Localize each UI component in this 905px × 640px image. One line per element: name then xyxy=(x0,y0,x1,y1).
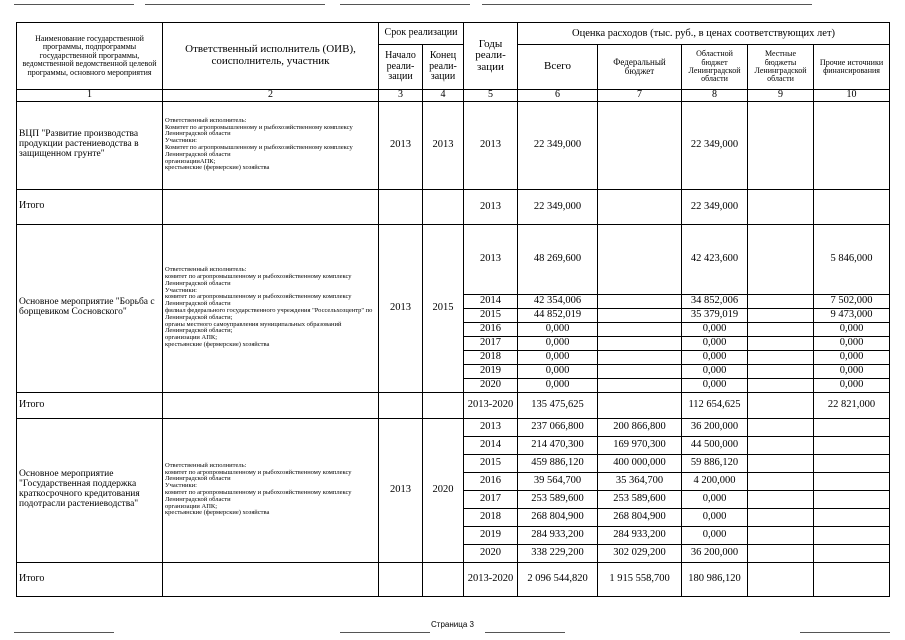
table-row-total xyxy=(17,562,890,596)
federal-value xyxy=(598,364,682,378)
year: 2014 xyxy=(464,436,518,454)
year: 2015 xyxy=(464,308,518,322)
page-number: Страница 3 xyxy=(431,620,474,629)
federal-value xyxy=(598,294,682,308)
total-value: 39 564,700 xyxy=(518,472,598,490)
regional-value: 59 886,120 xyxy=(682,454,748,472)
regional-value: 35 379,019 xyxy=(682,308,748,322)
federal-value: 169 970,300 xyxy=(598,436,682,454)
local-value xyxy=(748,224,814,294)
col-number: 5 xyxy=(464,90,518,102)
federal-value: 284 933,200 xyxy=(598,526,682,544)
regional-value: 44 500,000 xyxy=(682,436,748,454)
other-value xyxy=(814,454,890,472)
header-total: Всего xyxy=(518,45,598,90)
total-value: 459 886,120 xyxy=(518,454,598,472)
header-end: Конец реали-зации xyxy=(423,45,464,90)
col-number: 9 xyxy=(748,90,814,102)
header-local: Местные бюджеты Ленинградской области xyxy=(748,45,814,90)
regional-value: 22 349,000 xyxy=(682,189,748,224)
other-value xyxy=(814,101,890,189)
regional-value: 0,000 xyxy=(682,336,748,350)
other-value: 0,000 xyxy=(814,364,890,378)
year: 2013 xyxy=(464,224,518,294)
federal-value xyxy=(598,308,682,322)
other-value xyxy=(814,544,890,562)
other-value: 22 821,000 xyxy=(814,392,890,418)
federal-value: 268 804,900 xyxy=(598,508,682,526)
end-year: 2013 xyxy=(423,101,464,189)
regional-value: 34 852,006 xyxy=(682,294,748,308)
total-value: 0,000 xyxy=(518,336,598,350)
local-value xyxy=(748,101,814,189)
local-value xyxy=(748,336,814,350)
header-term: Срок реализации xyxy=(379,23,464,45)
federal-value xyxy=(598,101,682,189)
other-value: 5 846,000 xyxy=(814,224,890,294)
local-value xyxy=(748,526,814,544)
regional-value: 0,000 xyxy=(682,508,748,526)
regional-value: 0,000 xyxy=(682,364,748,378)
regional-value: 22 349,000 xyxy=(682,101,748,189)
local-value xyxy=(748,308,814,322)
federal-value: 1 915 558,700 xyxy=(598,562,682,596)
total-value: 0,000 xyxy=(518,364,598,378)
total-value: 44 852,019 xyxy=(518,308,598,322)
federal-value xyxy=(598,378,682,392)
local-value xyxy=(748,472,814,490)
total-value: 22 349,000 xyxy=(518,189,598,224)
executor-text: Ответственный исполнитель: Комитет по агропромышленному и рыбохозяйственному комплексу Ленинградской области Участники: Комитет по агропромышленному и рыбохозяйственному комплексу Ленинградской области организацииАПК; крестьянские (фермерские) хозяйства xyxy=(163,101,379,189)
regional-value: 112 654,625 xyxy=(682,392,748,418)
col-number: 2 xyxy=(163,90,379,102)
total-value: 268 804,900 xyxy=(518,508,598,526)
year: 2016 xyxy=(464,472,518,490)
other-value xyxy=(814,508,890,526)
total-value: 2 096 544,820 xyxy=(518,562,598,596)
program-name: ВЦП "Развитие производства продукции растениеводства в защищенном грунте" xyxy=(17,101,163,189)
header-regional: Областной бюджет Ленинградской области xyxy=(682,45,748,90)
year: 2017 xyxy=(464,336,518,350)
year: 2013 xyxy=(464,101,518,189)
other-value: 0,000 xyxy=(814,350,890,364)
header-program-name: Наименование государственной программы, подпрограммы государственной программы, ведомственной ведомственной целевой программы, основного мероприятия xyxy=(17,23,163,90)
local-value xyxy=(748,454,814,472)
other-value xyxy=(814,436,890,454)
year: 2013-2020 xyxy=(464,562,518,596)
local-value xyxy=(748,364,814,378)
other-value: 0,000 xyxy=(814,322,890,336)
header-other: Прочие источники финансирования xyxy=(814,45,890,90)
total-value: 22 349,000 xyxy=(518,101,598,189)
local-value xyxy=(748,508,814,526)
col-number: 7 xyxy=(598,90,682,102)
local-value xyxy=(748,436,814,454)
year: 2020 xyxy=(464,544,518,562)
col-number: 4 xyxy=(423,90,464,102)
budget-table xyxy=(16,22,890,597)
other-value: 7 502,000 xyxy=(814,294,890,308)
regional-value: 42 423,600 xyxy=(682,224,748,294)
regional-value: 4 200,000 xyxy=(682,472,748,490)
table-row xyxy=(17,224,890,294)
federal-value: 35 364,700 xyxy=(598,472,682,490)
other-value: 9 473,000 xyxy=(814,308,890,322)
federal-value: 400 000,000 xyxy=(598,454,682,472)
year: 2015 xyxy=(464,454,518,472)
col-number: 8 xyxy=(682,90,748,102)
federal-value xyxy=(598,336,682,350)
year: 2017 xyxy=(464,490,518,508)
year: 2019 xyxy=(464,364,518,378)
start-year: 2013 xyxy=(379,418,423,562)
header-federal: Федеральный бюджет xyxy=(598,45,682,90)
regional-value: 0,000 xyxy=(682,490,748,508)
total-value: 42 354,006 xyxy=(518,294,598,308)
total-value: 48 269,600 xyxy=(518,224,598,294)
year: 2020 xyxy=(464,378,518,392)
year: 2013-2020 xyxy=(464,392,518,418)
block-borshchevik xyxy=(17,224,890,392)
total-value: 214 470,300 xyxy=(518,436,598,454)
local-value xyxy=(748,490,814,508)
year: 2013 xyxy=(464,189,518,224)
program-name: Основное мероприятие "Государственная поддержка краткосрочного кредитования подотрасли растениеводства" xyxy=(17,418,163,562)
table-row-total xyxy=(17,189,890,224)
total-label: Итого xyxy=(17,562,163,596)
regional-value: 0,000 xyxy=(682,322,748,336)
total-label: Итого xyxy=(17,189,163,224)
end-year: 2015 xyxy=(423,224,464,392)
total-value: 253 589,600 xyxy=(518,490,598,508)
federal-value: 200 866,800 xyxy=(598,418,682,436)
start-year: 2013 xyxy=(379,101,423,189)
header-executor: Ответственный исполнитель (ОИВ), соисполнитель, участник xyxy=(163,23,379,90)
year: 2014 xyxy=(464,294,518,308)
regional-value: 36 200,000 xyxy=(682,544,748,562)
other-value xyxy=(814,490,890,508)
regional-value: 0,000 xyxy=(682,526,748,544)
total-value: 284 933,200 xyxy=(518,526,598,544)
other-value xyxy=(814,472,890,490)
table-row xyxy=(17,418,890,436)
year: 2019 xyxy=(464,526,518,544)
total-value: 0,000 xyxy=(518,350,598,364)
other-value: 0,000 xyxy=(814,336,890,350)
year: 2018 xyxy=(464,350,518,364)
col-number: 3 xyxy=(379,90,423,102)
table-row xyxy=(17,101,890,189)
col-number: 10 xyxy=(814,90,890,102)
local-value xyxy=(748,418,814,436)
local-value xyxy=(748,350,814,364)
header-years: Годы реали-зации xyxy=(464,23,518,90)
total-value: 237 066,800 xyxy=(518,418,598,436)
col-number: 6 xyxy=(518,90,598,102)
total-value: 135 475,625 xyxy=(518,392,598,418)
year: 2016 xyxy=(464,322,518,336)
federal-value xyxy=(598,322,682,336)
local-value xyxy=(748,322,814,336)
col-number: 1 xyxy=(17,90,163,102)
block-credit-support xyxy=(17,418,890,562)
regional-value: 36 200,000 xyxy=(682,418,748,436)
table-row-total xyxy=(17,392,890,418)
regional-value: 0,000 xyxy=(682,350,748,364)
local-value xyxy=(748,294,814,308)
total-label: Итого xyxy=(17,392,163,418)
header-start: Начало реали-зации xyxy=(379,45,423,90)
federal-value xyxy=(598,350,682,364)
total-value: 338 229,200 xyxy=(518,544,598,562)
other-value xyxy=(814,418,890,436)
regional-value: 0,000 xyxy=(682,378,748,392)
header-estimate: Оценка расходов (тыс. руб., в ценах соответствующих лет) xyxy=(518,23,890,45)
executor-text: Ответственный исполнитель: комитет по агропромышленному и рыбохозяйственному комплексу Ленинградской области Участники: комитет по агропромышленному и рыбохозяйственному комплексу Ленинградской области организации АПК; крестьянские (фермерские) хозяйства xyxy=(163,418,379,562)
program-name: Основное мероприятие "Борьба с борщевиком Сосновского" xyxy=(17,224,163,392)
other-value: 0,000 xyxy=(814,378,890,392)
federal-value: 302 029,200 xyxy=(598,544,682,562)
total-value: 0,000 xyxy=(518,322,598,336)
executor-text: Ответственный исполнитель: комитет по агропромышленному и рыбохозяйственному комплексу Ленинградской области Участники: комитет по агропромышленному и рыбохозяйственному комплексу Ленинградской области филиал федерального государственного учреждения "Россельхозцентр" по Ленинградской области; органы местного самоуправления муниципальных образований Ленинградской области; организации АПК; крестьянские (фермерские) хозяйства xyxy=(163,224,379,392)
end-year: 2020 xyxy=(423,418,464,562)
total-value: 0,000 xyxy=(518,378,598,392)
regional-value: 180 986,120 xyxy=(682,562,748,596)
year: 2013 xyxy=(464,418,518,436)
start-year: 2013 xyxy=(379,224,423,392)
local-value xyxy=(748,544,814,562)
other-value xyxy=(814,526,890,544)
federal-value xyxy=(598,224,682,294)
year: 2018 xyxy=(464,508,518,526)
local-value xyxy=(748,378,814,392)
federal-value: 253 589,600 xyxy=(598,490,682,508)
